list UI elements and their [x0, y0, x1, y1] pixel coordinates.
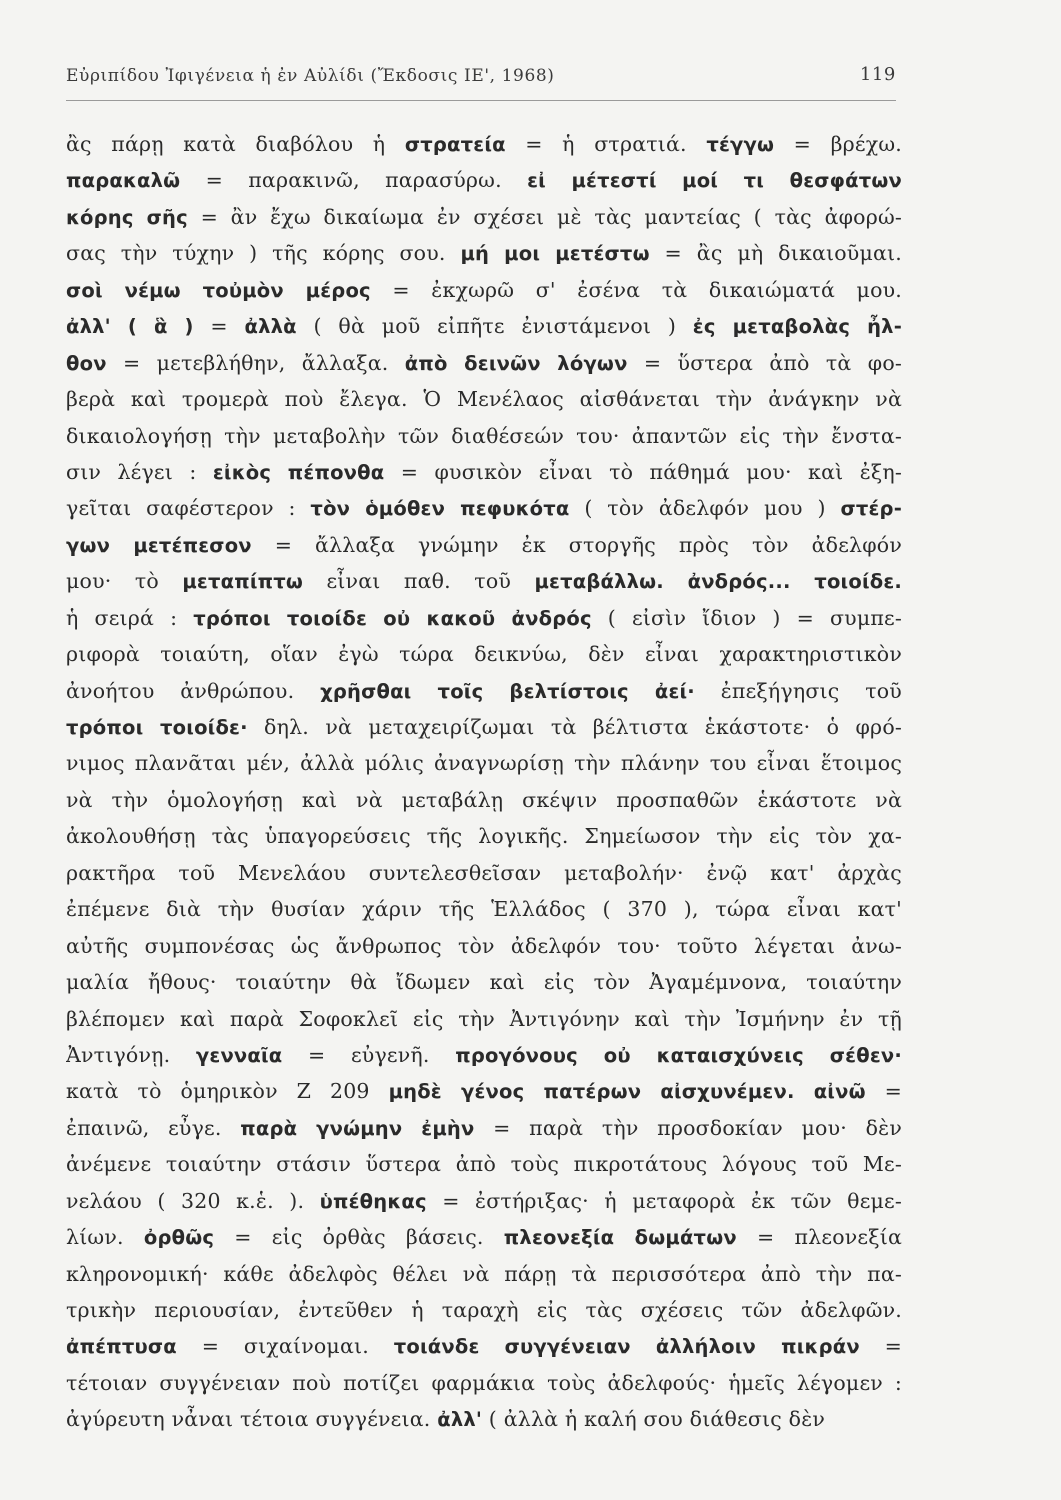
text-line [66, 1401, 902, 1437]
text-line [66, 818, 902, 854]
gloss-text: σιν λέγει : [66, 459, 213, 484]
text-line [66, 600, 902, 636]
lemma-bold: μηδὲ γένος πατέρων αἰσχυνέμεν. αἰνῶ [388, 1080, 866, 1104]
text-line [66, 162, 902, 198]
gloss-text: = ἐστήριξας· ἡ μεταφορὰ ἐκ τῶν θεμε- [426, 1188, 902, 1213]
gloss-text: = ἐκχωρῶ σ' ἐσένα τὰ δικαιώματά μου. [370, 277, 902, 302]
lemma-bold: ὀρθῶς [143, 1226, 215, 1250]
gloss-text: = [193, 314, 245, 339]
text-line [66, 1183, 902, 1219]
lemma-bold: θον [66, 351, 107, 375]
gloss-text: ρακτῆρα τοῦ Μενελάου συντελεσθεῖσαν μεταβολήν· ἐνῷ κατ' ἀρχὰς [66, 860, 902, 885]
gloss-text: λίων. [66, 1225, 144, 1250]
gloss-text: βερὰ καὶ τρομερὰ ποὺ ἔλεγα. Ὁ Μενέλαος αἰσθάνεται τὴν ἀνάγκην νὰ [66, 387, 902, 412]
gloss-text: νιμος πλανᾶται μέν, ἀλλὰ μόλις ἀναγνωρίσῃ τὴν πλάνην του εἶναι ἕτοιμος [66, 751, 902, 776]
gloss-text: μαλία ἤθους· τοιαύτην θὰ ἴδωμεν καὶ εἰς τὸν Ἀγαμέμνονα, τοιαύτην [66, 970, 902, 995]
gloss-text: ( εἰσὶν ἴδιον ) = συμπε- [591, 605, 902, 630]
gloss-text: νελάου ( 320 κ.ἑ. ). [66, 1188, 320, 1213]
lemma-bold: γων μετέπεσον [66, 533, 252, 557]
text-line [66, 563, 902, 599]
gloss-text: = παρὰ τὴν προσδοκίαν μου· δὲν [474, 1115, 902, 1140]
text-line [66, 1110, 902, 1146]
lemma-bold: μεταβάλλω. ἀνδρός... τοιοίδε. [534, 570, 902, 594]
gloss-text: κατὰ τὸ ὁμηρικὸν Ζ 209 [66, 1079, 389, 1104]
gloss-text: ( ἀλλὰ ἡ καλή σου διάθεσις δὲν [482, 1407, 826, 1432]
text-line [66, 1073, 902, 1109]
lemma-bold: στέρ- [840, 497, 902, 521]
gloss-text: ἡ σειρά : [66, 605, 194, 630]
gloss-text: = βρέχω. [774, 132, 902, 156]
gloss-text: ( τὸν ἀδελφόν μου ) [569, 496, 841, 521]
gloss-text: κληρονομική· κάθε ἀδελφὸς θέλει νὰ πάρῃ τὰ περισσότερα ἀπὸ τὴν πα- [66, 1261, 902, 1286]
text-line [66, 272, 902, 308]
gloss-text: = μετεβλήθην, ἄλλαξα. [106, 350, 405, 375]
text-line [66, 745, 902, 781]
gloss-text: = [865, 1079, 902, 1104]
lemma-bold: ὑπέθηκας [319, 1189, 427, 1213]
text-line [66, 1328, 902, 1364]
gloss-text: νὰ τὴν ὁμολογήσῃ καὶ νὰ μεταβάλῃ σκέψιν προσπαθῶν ἑκάστοτε νὰ [66, 787, 902, 812]
gloss-text: ἐπαινῶ, εὖγε. [66, 1115, 241, 1140]
text-line [66, 709, 902, 745]
page-number: 119 [859, 64, 896, 85]
lemma-bold: μεταπίπτω [182, 570, 304, 594]
header-rule [66, 100, 896, 101]
lemma-bold: στρατεία [404, 133, 506, 156]
lemma-bold: εἰκὸς πέπονθα [212, 460, 385, 484]
gloss-text: δηλ. νὰ μεταχειρίζωμαι τὰ βέλτιστα ἑκάστοτε· ὁ φρό- [247, 715, 902, 739]
gloss-text: = φυσικὸν εἶναι τὸ πάθημά μου· καὶ ἐξη- [384, 459, 902, 484]
gloss-text: μου· τὸ [66, 569, 183, 594]
gloss-text: εἶναι παθ. τοῦ [303, 569, 535, 594]
lemma-bold: ἀλλ' [437, 1408, 483, 1432]
gloss-text: δικαιολογήσῃ τὴν μεταβολὴν τῶν διαθέσεών του· ἀπαντῶν εἰς τὴν ἔνστα- [66, 423, 902, 448]
text-line [66, 1146, 902, 1182]
lemma-bold: ἀλλ' ( ἃ ) [66, 315, 194, 339]
gloss-text: σας τὴν τύχην ) τῆς κόρης σου. [66, 241, 461, 266]
gloss-text: = ὕστερα ἀπὸ τὰ φο- [627, 350, 902, 375]
text-line [66, 454, 902, 490]
text-line [66, 381, 902, 417]
header-title: Εὐριπίδου Ἰφιγένεια ἡ ἐν Αὐλίδι (Ἔκδοσις ΙΕ', 1968) [66, 66, 555, 86]
text-line [66, 1037, 902, 1073]
lemma-bold: ἀπὸ δεινῶν λόγων [404, 351, 628, 375]
lemma-bold: τὸν ὁμόθεν πεφυκότα [310, 497, 570, 521]
gloss-text: = ἄλλαξα γνώμην ἐκ στοργῆς πρὸς τὸν ἀδελφόν [251, 532, 902, 557]
gloss-text: = ἡ στρατιά. [505, 132, 707, 156]
lemma-bold: προγόνους οὐ καταισχύνεις σέθεν· [455, 1043, 902, 1067]
gloss-text: τρικὴν περιουσίαν, ἐντεῦθεν ἡ ταραχὴ εἰς τὰς σχέσεις τῶν ἀδελφῶν. [66, 1298, 902, 1322]
gloss-text: τέτοιαν συγγένειαν ποὺ ποτίζει φαρμάκια τοὺς ἀδελφούς· ἡμεῖς λέγομεν : [66, 1370, 902, 1395]
gloss-text: = εἰς ὀρθὰς βάσεις. [214, 1225, 504, 1250]
text-line [66, 235, 902, 271]
gloss-text: ριφορὰ τοιαύτη, οἵαν ἐγὼ τώρα δεικνύω, δὲν εἶναι χαρακτηριστικὸν [66, 642, 902, 667]
text-line [66, 1365, 902, 1401]
gloss-text: = πλεονεξία [736, 1225, 902, 1250]
gloss-text: = ἂν ἔχω δικαίωμα ἐν σχέσει μὲ τὰς μαντείας ( τὰς ἀφορώ- [187, 204, 902, 229]
running-header [66, 64, 896, 96]
text-line [66, 308, 902, 344]
lemma-bold: ἀλλὰ [244, 315, 297, 339]
gloss-text: ἀνέμενε τοιαύτην στάσιν ὕστερα ἀπὸ τοὺς πικροτάτους λόγους τοῦ Με- [66, 1152, 902, 1177]
lemma-bold: μή μοι μετέστω [460, 242, 650, 266]
text-line [66, 490, 902, 526]
lemma-bold: τοιάνδε συγγένειαν ἀλλήλοιν πικράν [393, 1335, 860, 1359]
text-line [66, 527, 902, 563]
text-line [66, 199, 902, 235]
lemma-bold: ἐς μεταβολὰς ἦλ- [692, 315, 902, 339]
gloss-text: βλέπομεν καὶ παρὰ Σοφοκλεῖ εἰς τὴν Ἀντιγόνην καὶ τὴν Ἰσμήνην ἐν τῇ [66, 1006, 902, 1031]
lemma-bold: παρακαλῶ [66, 169, 181, 193]
lemma-bold: ἀπέπτυσα [66, 1335, 177, 1359]
text-line [66, 673, 902, 709]
text-line [66, 964, 902, 1000]
lemma-bold: τρόποι τοιοίδε· [66, 716, 248, 739]
text-line [66, 418, 902, 454]
gloss-text: αὐτῆς συμπονέσας ὡς ἄνθρωπος τὸν ἀδελφόν του· τοῦτο λέγεται ἀνω- [66, 933, 902, 958]
commentary-text [66, 126, 902, 1438]
lemma-bold: σοὶ νέμω τοὐμὸν μέρος [66, 278, 371, 302]
lemma-bold: τέγγω [706, 133, 775, 156]
lemma-bold: γενναῖα [195, 1043, 283, 1067]
gloss-text: ἀκολουθήσῃ τὰς ὑπαγορεύσεις τῆς λογικῆς. Σημείωσον τὴν εἰς τὸν χα- [66, 824, 902, 849]
text-line [66, 1219, 902, 1255]
text-line [66, 928, 902, 964]
gloss-text: = ἂς μὴ δικαιοῦμαι. [649, 241, 902, 266]
text-line [66, 636, 902, 672]
gloss-text: = παρακινῶ, παρασύρω. [180, 168, 528, 193]
gloss-text: ἂς πάρῃ κατὰ διαβόλου ἡ [66, 132, 405, 156]
gloss-text: ἐπεξήγησις τοῦ [694, 678, 902, 703]
gloss-text: = εὐγενῆ. [282, 1042, 456, 1067]
lemma-bold: πλεονεξία δωμάτων [503, 1226, 737, 1250]
lemma-bold: τρόποι τοιοίδε οὐ κακοῦ ἀνδρός [193, 606, 592, 630]
gloss-text: ἀνοήτου ἀνθρώπου. [66, 678, 321, 703]
gloss-text: ἀγύρευτη νἆναι τέτοια συγγένεια. [66, 1407, 438, 1432]
text-line [66, 1256, 902, 1292]
lemma-bold: κόρης σῆς [66, 205, 188, 229]
gloss-text: = [859, 1334, 902, 1359]
gloss-text: ἐπέμενε διὰ τὴν θυσίαν χάριν τῆς Ἑλλάδος ( 370 ), τώρα εἶναι κατ' [66, 897, 902, 922]
gloss-text: γεῖται σαφέστερον : [66, 496, 311, 521]
text-line [66, 782, 902, 818]
text-line [66, 891, 902, 927]
lemma-bold: χρῆσθαι τοῖς βελτίστοις ἀεί· [320, 679, 695, 703]
text-line [66, 1292, 902, 1328]
gloss-text: = σιχαίνομαι. [176, 1334, 394, 1359]
text-line [66, 855, 902, 891]
lemma-bold: εἰ μέτεστί μοί τι θεσφάτων [527, 169, 902, 193]
text-line [66, 345, 902, 381]
lemma-bold: παρὰ γνώμην ἐμὴν [240, 1116, 475, 1140]
text-line [66, 1001, 902, 1037]
text-line [66, 126, 902, 162]
gloss-text: Ἀντιγόνῃ. [66, 1042, 196, 1067]
gloss-text: ( θὰ μοῦ εἰπῆτε ἐνιστάμενοι ) [296, 314, 693, 339]
